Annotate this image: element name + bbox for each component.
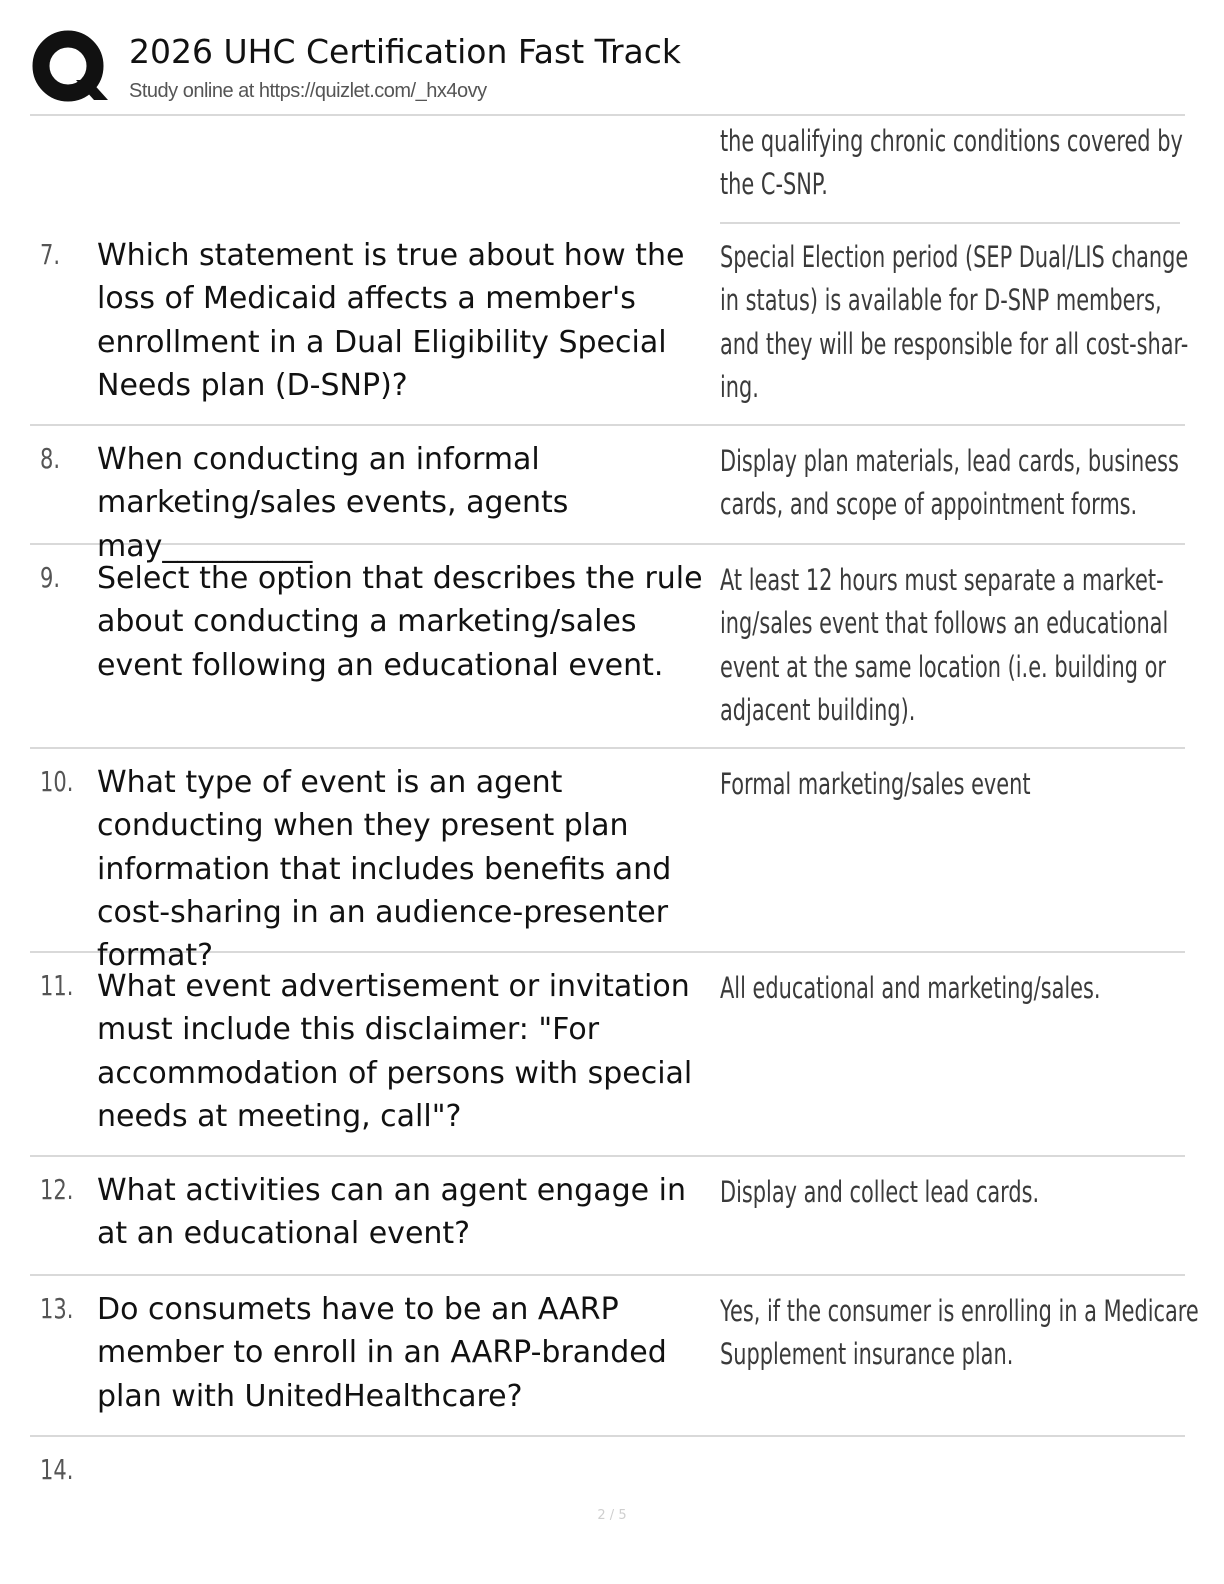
card-number: 13. <box>40 1292 74 1325</box>
card-answer <box>720 967 1101 1010</box>
answer-line: All educational and marketing/sales. <box>720 971 1101 1005</box>
flashcard-row <box>30 222 1189 426</box>
answer-line: Yes, if the consumer is enrolling in a Medicare <box>720 1294 1199 1328</box>
card-number: 11. <box>40 969 74 1002</box>
quizlet-logo-icon <box>32 30 108 106</box>
card-answer <box>720 559 1169 732</box>
card-question: Which statement is true about how the loss of Medicaid affects a member's enrollment in a Dual Eligibility Special Needs plan (D-SNP)? <box>97 238 685 403</box>
answer-line: Formal marketing/sales event <box>720 767 1031 801</box>
answer-line: in status) is available for D-SNP members, <box>720 283 1162 318</box>
answer-line: event at the same location (i.e. building or <box>720 649 1166 684</box>
card-number: 10. <box>40 765 74 798</box>
card-question: What type of event is an agent conducting when they present plan information that includes benefits and cost-sharing in an audience-presenter format? <box>97 765 672 974</box>
answer-line: Supplement insurance plan. <box>720 1337 1014 1372</box>
answer-line: Display plan materials, lead cards, business <box>720 444 1179 478</box>
flashcard-row <box>30 1157 1185 1276</box>
continued-answer-text <box>720 120 1183 207</box>
card-number: 8. <box>40 442 61 475</box>
card-question: Do consumets have to be an AARP member to enroll in an AARP-branded plan with UnitedHealthcare? <box>97 1292 667 1414</box>
card-answer <box>720 1171 1051 1214</box>
answer-line: At least 12 hours must separate a market- <box>720 563 1164 597</box>
answer-line: the qualifying chronic conditions covered by <box>720 124 1183 158</box>
answer-line: ing. <box>720 369 759 404</box>
card-answer <box>720 236 1189 409</box>
answer-line: the C-SNP. <box>720 167 828 202</box>
answer-line: ing/sales event that follows an educational <box>720 606 1169 641</box>
card-answer <box>720 763 1051 806</box>
card-question: Select the option that describes the rule about conducting a marketing/sales event following an educational event. <box>97 561 703 683</box>
card-question: What event advertisement or invitation must include this disclaimer: "For accommodation of persons with special needs at meeting, call"? <box>97 969 693 1134</box>
study-online-link[interactable]: Study online at https://quizlet.com/_hx4ovy <box>129 80 487 102</box>
flashcard-row <box>30 426 1185 564</box>
card-number: 7. <box>40 238 61 271</box>
page-number: 2 / 5 <box>597 1508 627 1523</box>
answer-line: adjacent building). <box>720 692 916 727</box>
card-answer <box>720 1290 1199 1377</box>
answer-line: Special Election period (SEP Dual/LIS change <box>720 240 1189 274</box>
continued-answer <box>720 118 1183 224</box>
answer-line: Display and collect lead cards. <box>720 1175 1040 1209</box>
card-number: 14. <box>40 1453 74 1486</box>
document-title: 2026 UHC Certification Fast Track <box>129 32 681 71</box>
flashcard-row <box>30 1276 1199 1437</box>
flashcard-row <box>30 1437 1185 1497</box>
card-question: What activities can an agent engage in at an educational event? <box>97 1173 686 1252</box>
flashcard-row <box>30 953 1185 1157</box>
card-number: 9. <box>40 561 61 594</box>
document-header <box>30 28 1185 116</box>
card-number: 12. <box>40 1173 74 1206</box>
answer-line: cards, and scope of appointment forms. <box>720 487 1138 522</box>
card-question: When conducting an informal marketing/sales events, agents may__________ <box>97 442 569 564</box>
flashcard-row <box>30 749 1185 974</box>
answer-line: and they will be responsible for all cost-shar- <box>720 326 1189 361</box>
card-answer <box>720 440 1179 527</box>
flashcard-row <box>30 545 1185 749</box>
